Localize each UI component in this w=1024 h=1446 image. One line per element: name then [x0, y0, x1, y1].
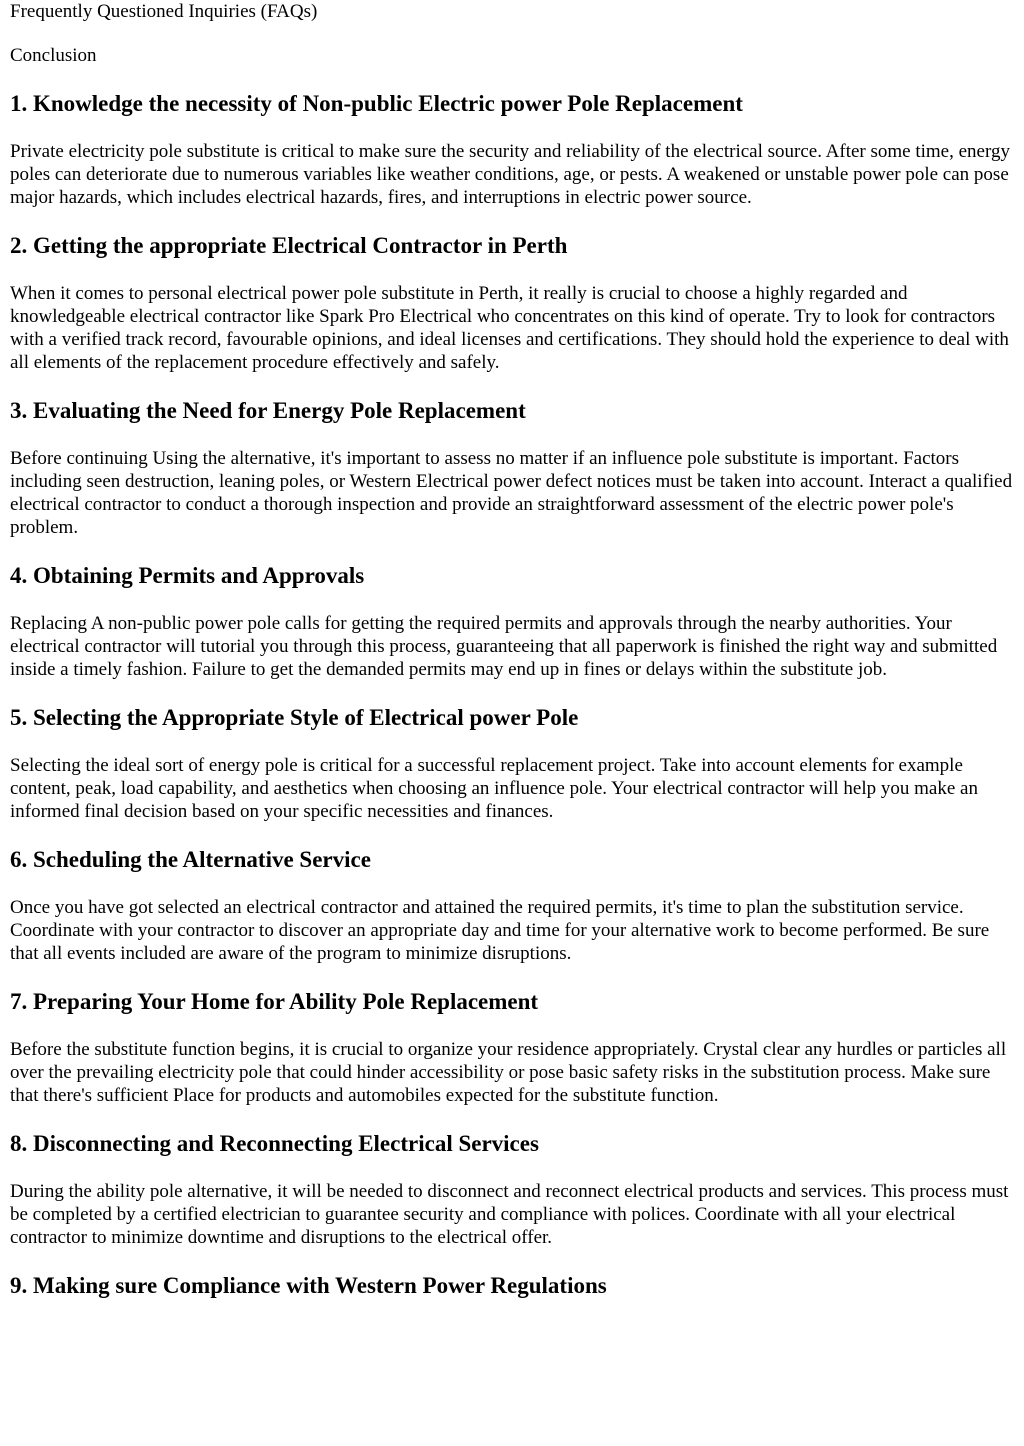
section-body: During the ability pole alternative, it will be needed to disconnect and reconnect electrical products and services. This process must be completed by a certified electrician to guarantee security and compliance with polices. Coordinate with all your electrical contractor to minimize downtime and disruptions to the electrical offer.: [10, 1181, 1009, 1248]
section-body: Before continuing Using the alternative, it's important to assess no matter if an influence pole substitute is important. Factors including seen destruction, leaning poles, or Western Electrical power defect notices must be taken into account. Interact a qualified electrical contractor to conduct a thorough inspection and provide an straightforward assessment of the electric power pole's problem.: [10, 448, 1013, 538]
section-body: Before the substitute function begins, it is crucial to organize your residence appropriately. Crystal clear any hurdles or particles all over the prevailing electricity pole that could hinder accessibility or pose basic safety risks in the substitution process. Make sure that there's sufficient Place for products and automobiles expected for the substitute function.: [10, 1039, 1007, 1106]
section-6: [10, 846, 1014, 965]
section-1: [10, 90, 1014, 209]
toc-item-conclusion: Conclusion: [10, 45, 97, 66]
section-heading: 2. Getting the appropriate Electrical Contractor in Perth: [10, 233, 568, 258]
section-heading: 1. Knowledge the necessity of Non-public Electric power Pole Replacement: [10, 91, 743, 116]
section-4: [10, 562, 1014, 681]
section-body: Selecting the ideal sort of energy pole is critical for a successful replacement project. Take into account elements for example content, peak, load capability, and aesthetics when choosing an influence pole. Your electrical contractor will help you make an informed final decision based on your specific necessities and finances.: [10, 755, 978, 822]
section-body: Once you have got selected an electrical contractor and attained the required permits, it's time to plan the substitution service. Coordinate with your contractor to discover an appropriate day and time for your alternative work to become performed. Be sure that all events included are aware of the program to minimize disruptions.: [10, 897, 990, 964]
section-body: Private electricity pole substitute is critical to make sure the security and reliability of the electrical source. After some time, energy poles can deteriorate due to numerous variables like weather conditions, age, or pests. A weakened or unstable power pole can pose major hazards, which includes electrical hazards, fires, and interruptions in electric power source.: [10, 141, 1010, 208]
section-5: [10, 704, 1014, 823]
section-heading: 7. Preparing Your Home for Ability Pole Replacement: [10, 989, 539, 1014]
section-heading: 5. Selecting the Appropriate Style of Electrical power Pole: [10, 705, 579, 730]
section-heading: 4. Obtaining Permits and Approvals: [10, 563, 365, 588]
section-heading: 9. Making sure Compliance with Western Power Regulations: [10, 1273, 607, 1298]
section-2: [10, 232, 1014, 374]
section-3: [10, 397, 1014, 539]
toc-item-faqs: Frequently Questioned Inquiries (FAQs): [10, 1, 318, 22]
section-body: When it comes to personal electrical power pole substitute in Perth, it really is crucial to choose a highly regarded and knowledgeable electrical contractor like Spark Pro Electrical who concentrates on this kind of operate. Try to look for contractors with a verified track record, favourable opinions, and ideal licenses and certifications. They should hold the experience to deal with all elements of the replacement procedure effectively and safely.: [10, 283, 1009, 373]
section-body: Replacing A non-public power pole calls for getting the required permits and approvals through the nearby authorities. Your electrical contractor will tutorial you through this process, guaranteeing that all paperwork is finished the right way and submitted inside a timely fashion. Failure to get the demanded permits may end up in fines or delays within the substitute job.: [10, 613, 998, 680]
section-8: [10, 1130, 1014, 1249]
section-9: [10, 1272, 1014, 1299]
section-7: [10, 988, 1014, 1107]
section-heading: 3. Evaluating the Need for Energy Pole Replacement: [10, 398, 526, 423]
section-heading: 6. Scheduling the Alternative Service: [10, 847, 371, 872]
section-heading: 8. Disconnecting and Reconnecting Electrical Services: [10, 1131, 539, 1156]
